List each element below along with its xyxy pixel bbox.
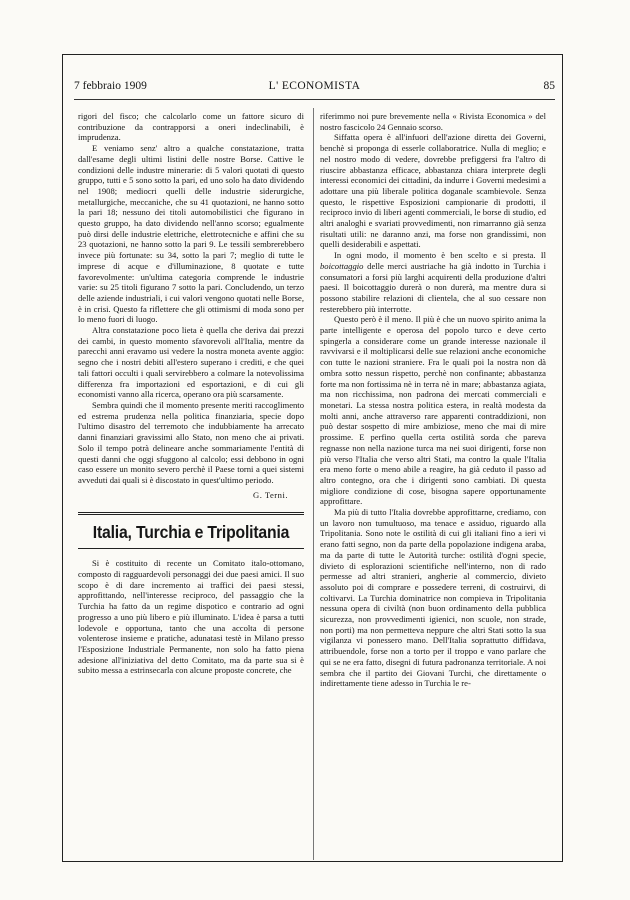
italic-term: boicottaggio [320, 260, 364, 271]
left-column [78, 111, 304, 676]
header-rule [74, 99, 555, 100]
paragraph: Si è costituito di recente un Comitato italo-ottomano, composto di ragguardevoli personaggi dei due paesi amici. Il suo scopo è di dare incremento ai traffici dei paesi stessi, approfittando, nell'interesse reciproco, del passaggio che la Turchia ha fatto da un regime dispotico e contrario ad ogni progresso a uno più libero e più illuminato. L'idea è parsa a tutti lodevole e opportuna, tanto che una accolta di persone volenterose insieme e pratiche, adunatasi testè in Milano presso l'Esposizione Industriale Permanente, non solo ha fatto piena adesione all'iniziativa del detto Comitato, ma da parte sua si è subito messa a estrinsecarla con alcune proposte concrete, che [78, 558, 304, 676]
page-number: 85 [543, 80, 555, 92]
text-run: In ogni modo, il momento è ben scelto e si presta. Il [334, 250, 546, 261]
author-signature: G. Terni. [252, 489, 288, 500]
paragraph: E veniamo senz' altro a qualche constatazione, tratta dall'esame degli ultimi listini delle nostre Borse. Cattive le condizioni delle industre minerarie: di 5 valori quotati di questo gruppo, tutti e 5 sono sotto la pari, ed uno solo ha dato dividendo nel 1908; mediocri quelli delle industrie siderurgiche, metallurgiche, meccaniche, che su 41 quotazioni, ne hanno sotto la pari 18; nessuno dei titoli automobilistici che figurano in questo gruppo, ha dato dividendo nell'anno scorso; egualmente può dirsi delle industrie elettriche, elettrotecniche e affini che su 23 quotazioni, ne hanno sotto la pari 9. Le tessili sembrerebbero invece più fortunate: su 34, sotto la pari 7; meglio di tutte le imprese di acque e d'illuminazione, 8 quotate e tutte favorevolmente: un'ultima categoria comprende le industrie varie: su 25 titoli figurano 7 sotto la pari. Concludendo, un terzo delle aziende industriali, i cui valori vengono quotati nelle Borse, è in crisi. Questo fa riflettere che gli ottimismi di moda sono per lo meno fuori di luogo. [78, 143, 304, 325]
paragraph: rigori del fisco; che calcolarlo come un fattore sicuro di contribuzione da contrapporsi a oneri indeclinabili, è imprudenza. [78, 111, 304, 143]
right-column [320, 111, 546, 689]
text-run: delle merci austriache ha già indotto in Turchia i consumatori a forsi più larghi acquirenti della produzione d'altri paesi. Il boicottaggio durerà o non durerà, ma mentre dura si possono stabilire relazioni di clientela, che al suo cessare non resterebbero più interrotte. [320, 260, 546, 314]
paragraph: Sembra quindi che il momento presente meriti raccoglimento ed estrema prudenza nella politica finanziaria, specie dopo l'ultimo disastro del terremoto che indubbiamente ha arrecato danni finanziari gravissimi allo Stato, non meno che ai privati. Solo il tempo potrà delineare anche sommariamente l'entità di questi danni che oggi sfuggono al calcolo; essi debbono in ogni caso essere un monito severo perchè il Paese torni a quei sistemi avveduti dai quali si è discostato in quest'ultimo periodo. [78, 399, 304, 485]
paragraph [320, 250, 546, 314]
article-title-box [78, 512, 304, 549]
paragraph: riferimmo noi pure brevemente nella « Rivista Economica » del nostro fascicolo 24 Gennaio scorso. [320, 111, 546, 132]
paragraph: Questo però è il meno. Il più è che un nuovo spirito anima la parte intelligente e operosa del popolo turco e deve certo spingerla a considerare come un grande interesse nazionale il ravvivarsi e il moltiplicarsi delle sue relazioni anche economiche con tutte le nazioni straniere. Fra le quali poi la nostra non dà ombra sotto nessun rispetto, perchè non confinante; abbastanza forte ma non fortissima nè in terra nè in mare; abbastanza agiata, ma non ricchissima, non padrona dei mercati commerciali e monetari. La stessa nostra politica estera, in realtà modesta da molti anni, anche attraverso rare apparenti contraddizioni, non può destar sospetto di mire ambiziose, meno che mai di mire prossime. E perfino quella certa ostilità sorda che pareva regnasse non nella nazione turca ma nei suoi dirigenti, forse non più verso l'Italia che verso altri Stati, ma contro la quale l'Italia era meno forte o meno abile a reagire, ha già ceduto il passo ad altro contegno, ora che i dirigenti sono cambiati. Di questa migliore condizione di cose, bisogna sapere opportunamente approfittare. [320, 314, 546, 507]
paragraph: Altra constatazione poco lieta è quella che deriva dai prezzi dei cambi, in questo momento sfavorevoli all'Italia, mentre da parecchi anni eravamo usi vedere la nostra moneta avente aggio: segno che i nostri debiti all'estero superano i crediti, e che quei tali fattori occulti i quali servirebbero a colmare la notevolissima differenza fra importazioni ed esportazioni, e di cui gli economisti vanno alla ricerca, operano ora più scarsamente. [78, 325, 304, 400]
journal-title: L' ECONOMISTA [268, 80, 361, 92]
running-header [74, 80, 555, 98]
issue-date: 7 febbraio 1909 [74, 80, 147, 92]
paragraph: Ma più di tutto l'Italia dovrebbe approfittarne, crediamo, con un lavoro non tumultuoso, ma tenace e assiduo, riguardo alla Tripolitania. Sono note le ostilità di cui gli italiani fino a ieri vi erano fatti segno, non da parte della popolazione indigena araba, ma da parte di tutte le Autorità turche: ostilità d'ogni specie, divieto di esplorazioni scientifiche nell'interno, non di rado permesse ad altri stranieri, angherie al commercio, divieto assoluto poi di comprare e possedere terreni, di costruirvi, di coltivarvi. La Turchia dominatrice non compieva in Tripolitania nessuna opera di civiltà (non buon ordinamento della pubblica sicurezza, non provvedimenti igienici, non scuole, non strade, non porti) ma non permetteva neppure che altri Stati sotto la sua vigilanza vi ponessero mano. Dell'Italia soprattutto diffidava, attribuendole, forse non a torto per il troppo e vano parlare che qui se ne era fatto, disegni di futura padronanza territoriale. A noi sembra che il partito dei Giovani Turchi, che direttamente o indirettamente tiene adesso in Turchia le re- [320, 507, 546, 689]
column-divider [313, 108, 314, 860]
paragraph: Siffatta opera è all'infuori dell'azione diretta dei Governi, benchè si proponga di esserle collaboratrice. Nulla di meglio; e nel nostro modo di vedere, dovrebbe prefiggersi fra l'altro di riuscire abbastanza efficace, abbastanza chiara interprete degli interessi economici dei cittadini, da indurre i Governi medesimi a adottare una più liberale politica doganale scambievole. Senza questo, le rispettive Esposizioni campionarie di prodotti, il reciproco invio di liberi agenti commerciali, le borse di studio, ed altri analoghi e svariati provvedimenti, non rimarranno già senza risultati utili: ne daranno anzi, ma forse non grandissimi, non quelli desiderabili e aspettati. [320, 132, 546, 250]
article-title: Italia, Turchia e Tripolitania [92, 522, 290, 543]
